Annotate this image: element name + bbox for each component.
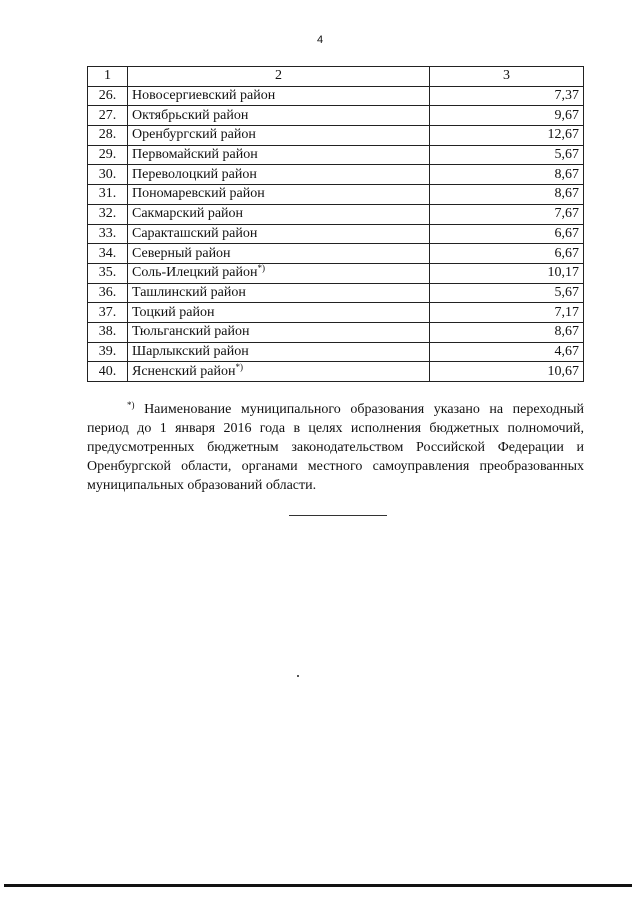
district-value: 5,67: [430, 283, 584, 303]
district-name: Шарлыкский район: [132, 343, 249, 359]
footnote-mark: *): [127, 400, 135, 410]
footnote: [87, 400, 584, 495]
table-row: [88, 204, 584, 224]
table-row: [88, 145, 584, 165]
row-number: 35.: [88, 263, 128, 283]
district-value: 7,17: [430, 303, 584, 323]
row-number: 40.: [88, 362, 128, 382]
row-number: 39.: [88, 342, 128, 362]
page-number: 4: [316, 34, 324, 46]
district-value: 4,67: [430, 342, 584, 362]
district-name: Соль-Илецкий район: [132, 265, 258, 281]
header-cell-name: 2: [128, 67, 430, 87]
district-value: 6,67: [430, 244, 584, 264]
district-name-cell: [128, 185, 430, 205]
district-name-cell: [128, 303, 430, 323]
header-cell-number: 1: [88, 67, 128, 87]
district-name-cell: [128, 204, 430, 224]
district-name: Северный район: [132, 245, 231, 261]
district-value: 6,67: [430, 224, 584, 244]
table-row: [88, 86, 584, 106]
district-name-cell: [128, 283, 430, 303]
row-number: 37.: [88, 303, 128, 323]
district-name-cell: [128, 244, 430, 264]
district-name: Оренбургский район: [132, 127, 256, 143]
district-value: 8,67: [430, 322, 584, 342]
footnote-text: Наименование муниципального образования указано на переходный период до 1 января 2016 года в целях исполнения бюджетных полномочий, предусмотренных бюджетным законодательством Российской Федерации и Оренбургской области, органами местного самоуправления преобразованных муниципальных образований области.: [87, 402, 584, 493]
table-row: [88, 263, 584, 283]
district-name: Новосергиевский район: [132, 88, 276, 104]
district-value: 7,67: [430, 204, 584, 224]
row-number: 38.: [88, 322, 128, 342]
district-name: Саракташский район: [132, 225, 258, 241]
district-name: Тюльганский район: [132, 324, 250, 340]
separator-line: [289, 515, 387, 516]
district-value: 9,67: [430, 106, 584, 126]
bottom-rule: [4, 884, 632, 887]
district-name-cell: [128, 106, 430, 126]
footnote-reference: *): [235, 361, 243, 372]
district-name-cell: [128, 342, 430, 362]
districts-table: [87, 66, 584, 382]
row-number: 30.: [88, 165, 128, 185]
row-number: 27.: [88, 106, 128, 126]
row-number: 29.: [88, 145, 128, 165]
table-header-row: [88, 67, 584, 87]
district-name-cell: [128, 362, 430, 382]
table-row: [88, 322, 584, 342]
district-name: Переволоцкий район: [132, 166, 257, 182]
row-number: 32.: [88, 204, 128, 224]
row-number: 31.: [88, 185, 128, 205]
district-name: Ясненский район: [132, 363, 236, 379]
scan-speck: [297, 675, 299, 677]
district-name: Сакмарский район: [132, 206, 244, 222]
district-value: 5,67: [430, 145, 584, 165]
district-name-cell: [128, 145, 430, 165]
district-name: Пономаревский район: [132, 186, 265, 202]
district-name: Октябрьский район: [132, 107, 249, 123]
table-row: [88, 126, 584, 146]
district-name-cell: [128, 224, 430, 244]
row-number: 26.: [88, 86, 128, 106]
district-value: 8,67: [430, 185, 584, 205]
district-name-cell: [128, 126, 430, 146]
district-value: 10,17: [430, 263, 584, 283]
row-number: 28.: [88, 126, 128, 146]
table-row: [88, 283, 584, 303]
row-number: 33.: [88, 224, 128, 244]
district-name: Первомайский район: [132, 147, 258, 163]
district-name-cell: [128, 322, 430, 342]
district-value: 8,67: [430, 165, 584, 185]
district-value: 7,37: [430, 86, 584, 106]
table-row: [88, 106, 584, 126]
footnote-reference: *): [257, 263, 265, 274]
district-name-cell: [128, 263, 430, 283]
district-name: Ташлинский район: [132, 284, 246, 300]
district-value: 12,67: [430, 126, 584, 146]
district-name: Тоцкий район: [132, 304, 215, 320]
table-row: [88, 342, 584, 362]
header-cell-value: 3: [430, 67, 584, 87]
table-row: [88, 185, 584, 205]
row-number: 36.: [88, 283, 128, 303]
row-number: 34.: [88, 244, 128, 264]
table-row: [88, 362, 584, 382]
district-name-cell: [128, 165, 430, 185]
district-value: 10,67: [430, 362, 584, 382]
table-row: [88, 303, 584, 323]
district-name-cell: [128, 86, 430, 106]
table-row: [88, 224, 584, 244]
table-row: [88, 244, 584, 264]
table-row: [88, 165, 584, 185]
